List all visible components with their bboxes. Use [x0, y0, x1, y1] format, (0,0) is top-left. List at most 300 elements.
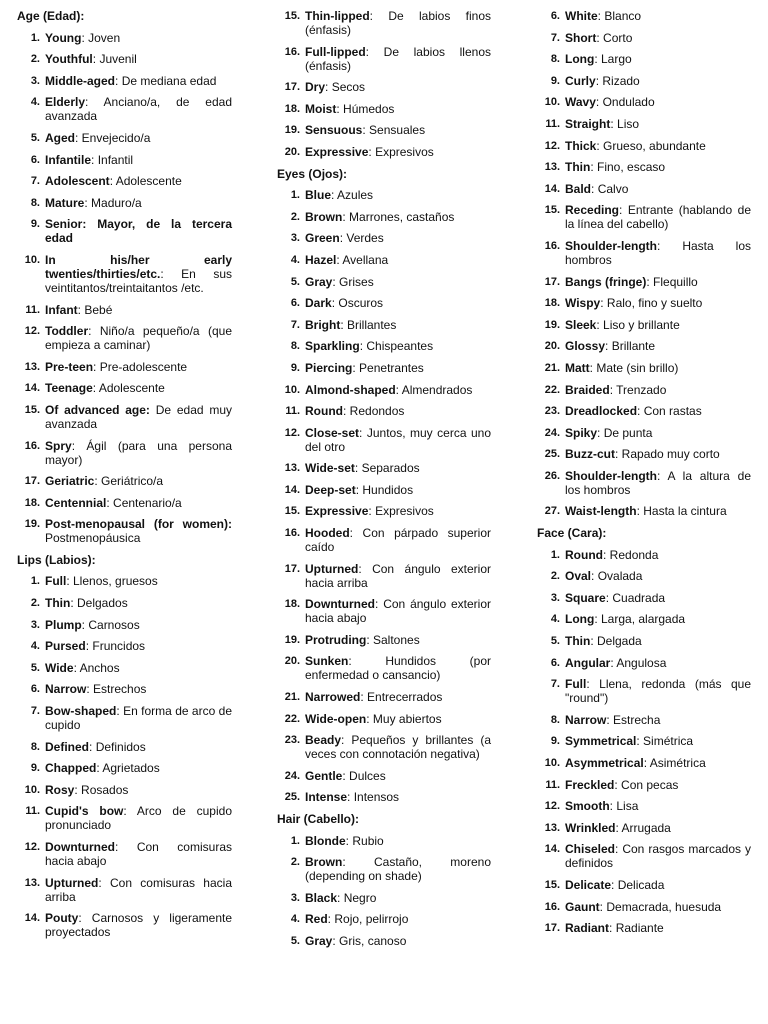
item-text: [565, 182, 751, 196]
spanish-definition: Juntos, muy cerca uno del otro: [305, 425, 491, 454]
item-text: [45, 639, 232, 653]
item-text: [45, 324, 232, 352]
item-number: 23.: [284, 734, 300, 747]
spanish-definition: Larga, alargada: [597, 612, 686, 627]
term-list: [537, 9, 751, 518]
separator: :: [332, 274, 336, 289]
spanish-definition: Asimétrica: [647, 756, 706, 770]
spanish-definition: De labios llenos (énfasis): [305, 44, 491, 73]
spanish-definition: Fino, escaso: [593, 160, 666, 175]
item-number: 2.: [290, 856, 300, 869]
spanish-definition: Grueso, abundante: [599, 138, 706, 153]
spanish-definition: A la altura de los hombros: [565, 468, 751, 497]
item-number: 16.: [24, 439, 40, 452]
spanish-definition: Geriátrico/a: [97, 474, 164, 489]
english-term: Spry: [45, 438, 72, 453]
list-item: [537, 842, 751, 870]
spanish-definition: Sensuales: [365, 123, 426, 138]
list-item: [277, 769, 491, 783]
separator: :: [345, 833, 350, 848]
list-item: [277, 461, 491, 475]
item-number: 15.: [284, 10, 300, 22]
english-term: Pursed: [45, 639, 86, 654]
spanish-definition: Envejecido/a: [78, 130, 151, 145]
separator: :: [590, 160, 594, 175]
spanish-definition: Hasta la cintura: [639, 504, 727, 519]
item-number: 19.: [284, 633, 300, 646]
separator: :: [395, 382, 400, 397]
list-item: [17, 52, 232, 66]
item-text: [45, 682, 232, 696]
item-number: 4.: [30, 640, 40, 653]
separator: :: [657, 468, 661, 483]
list-item: [277, 188, 491, 202]
english-term: Centennial: [45, 495, 107, 510]
item-number: 1.: [290, 189, 300, 202]
list-item: [17, 217, 232, 245]
english-term: Downturned: [45, 840, 115, 854]
english-term: Downturned: [305, 597, 375, 612]
item-text: [45, 131, 232, 145]
list-item: [17, 253, 232, 295]
spanish-definition: Ondulado: [599, 95, 655, 110]
list-item: [17, 761, 232, 775]
english-term: Dreadlocked: [565, 404, 638, 419]
english-term: Matt: [565, 360, 590, 375]
english-term: Sparkling: [305, 339, 360, 354]
item-number: 17.: [544, 275, 560, 288]
separator: :: [636, 504, 640, 519]
spanish-definition: Adolescente: [113, 174, 182, 189]
list-item: [537, 677, 751, 705]
spanish-definition: Juvenil: [96, 52, 137, 67]
spanish-definition: Adolescente: [96, 381, 165, 396]
separator: :: [341, 733, 345, 748]
list-item: [277, 690, 491, 704]
term-list: [277, 9, 491, 159]
english-term: Shoulder-length: [565, 468, 657, 483]
item-number: 14.: [24, 912, 40, 925]
item-text: [565, 612, 751, 626]
item-number: 11.: [285, 405, 300, 418]
list-item: [537, 275, 751, 289]
item-text: [565, 160, 751, 174]
item-number: 10.: [544, 757, 560, 769]
spanish-definition: Calvo: [594, 181, 629, 196]
separator: :: [84, 195, 88, 210]
separator: :: [369, 9, 373, 23]
item-number: 4.: [290, 253, 300, 266]
item-text: [565, 31, 751, 45]
list-item: [17, 153, 232, 167]
spanish-definition: Agrietados: [99, 761, 160, 776]
spanish-definition: Carnosos y ligeramente proyectados: [45, 911, 232, 940]
spanish-definition: Infantil: [94, 152, 134, 167]
item-number: 8.: [550, 53, 560, 66]
list-item: [277, 383, 491, 397]
item-text: [45, 439, 232, 467]
english-term: Hazel: [305, 252, 337, 267]
item-number: 24.: [544, 426, 560, 439]
spanish-definition: Arrugada: [618, 820, 671, 835]
item-text: [565, 504, 751, 518]
spanish-definition: Angulosa: [613, 655, 667, 670]
item-text: [305, 834, 491, 848]
english-term: Almond-shaped: [305, 382, 396, 397]
item-number: 7.: [550, 31, 560, 44]
list-item: [17, 324, 232, 352]
item-text: [305, 383, 491, 397]
spanish-definition: Trenzado: [613, 382, 667, 397]
item-text: [305, 318, 491, 332]
separator: :: [597, 425, 601, 440]
item-text: [565, 842, 751, 870]
english-term: Dry: [305, 80, 326, 95]
item-number: 9.: [30, 762, 40, 775]
item-text: [305, 145, 491, 159]
item-number: 20.: [284, 145, 300, 158]
spanish-definition: Saltones: [369, 632, 420, 647]
item-text: [305, 504, 491, 518]
item-number: 3.: [290, 891, 300, 904]
list-item: [17, 174, 232, 188]
separator: :: [595, 73, 600, 88]
spanish-definition: Cuadrada: [609, 590, 666, 605]
item-text: [565, 756, 751, 770]
list-item: [17, 31, 232, 45]
item-number: 17.: [544, 922, 560, 935]
english-term: Square: [565, 590, 606, 605]
separator: :: [81, 617, 86, 632]
item-text: [305, 633, 491, 647]
list-item: [17, 517, 232, 545]
spanish-definition: Redonda: [606, 547, 659, 562]
separator: :: [611, 877, 615, 892]
list-item: [277, 633, 491, 647]
list-item: [17, 131, 232, 145]
english-term: Teenage: [45, 381, 93, 396]
english-term: Asymmetrical: [565, 756, 644, 770]
spanish-definition: Liso: [613, 116, 640, 131]
spanish-definition: Penetrantes: [355, 360, 424, 375]
list-item: [17, 783, 232, 797]
item-text: [565, 239, 751, 267]
item-number: 8.: [30, 196, 40, 209]
item-number: 4.: [290, 913, 300, 926]
spanish-definition: Con ángulo exterior hacia abajo: [305, 597, 491, 626]
section: [537, 9, 751, 518]
item-text: [305, 690, 491, 704]
separator: :: [637, 404, 641, 419]
item-text: [565, 799, 751, 813]
list-item: [17, 618, 232, 632]
separator: :: [354, 461, 359, 476]
term-list: [277, 188, 491, 804]
spanish-definition: Con comisuras hacia arriba: [45, 875, 232, 904]
list-item: [277, 45, 491, 73]
list-item: [277, 733, 491, 761]
list-item: [537, 139, 751, 153]
spanish-definition: Radiante: [612, 921, 664, 936]
english-term: Cupid's bow: [45, 804, 124, 819]
english-term: Sensuous: [305, 123, 363, 138]
english-term: Curly: [565, 73, 596, 88]
spanish-definition: Castaño, moreno (depending on shade): [305, 855, 491, 884]
item-text: [305, 526, 491, 554]
list-item: [277, 562, 491, 590]
english-term: Thick: [565, 138, 597, 153]
item-number: 14.: [544, 843, 560, 856]
list-item: [17, 876, 232, 904]
spanish-definition: De labios finos (énfasis): [305, 9, 491, 37]
spanish-definition: Anciano/a, de edad avanzada: [45, 95, 232, 124]
item-text: [305, 790, 491, 804]
separator: :: [332, 933, 336, 948]
item-text: [565, 734, 751, 748]
list-item: [17, 840, 232, 868]
item-number: 21.: [544, 361, 560, 374]
spanish-definition: Con pecas: [617, 777, 679, 792]
item-text: [45, 95, 232, 123]
item-number: 15.: [544, 878, 560, 891]
english-term: Narrow: [565, 712, 607, 727]
item-text: [565, 634, 751, 648]
item-text: [45, 196, 232, 210]
section-title: Eyes (Ojos):: [277, 166, 348, 181]
item-text: [565, 117, 751, 131]
separator: :: [368, 144, 372, 159]
item-number: 19.: [284, 124, 300, 137]
item-number: 5.: [290, 275, 300, 288]
spanish-definition: Arco de cupido pronunciado: [45, 804, 232, 833]
item-text: [45, 840, 232, 868]
item-text: [305, 275, 491, 289]
list-item: [537, 95, 751, 109]
item-number: 13.: [24, 876, 40, 889]
spanish-definition: Redondos: [346, 404, 405, 419]
list-item: [537, 799, 751, 813]
separator: :: [594, 612, 598, 627]
spanish-definition: Muy abiertos: [369, 711, 442, 726]
english-term: Upturned: [305, 561, 359, 576]
english-term: Long: [565, 52, 595, 67]
item-text: [305, 855, 491, 883]
separator: :: [116, 704, 120, 719]
english-term: Pouty: [45, 911, 79, 926]
item-number: 8.: [290, 340, 300, 353]
item-number: 2.: [30, 53, 40, 66]
spanish-definition: Pre-adolescente: [96, 359, 188, 374]
spanish-definition: Demacrada, huesuda: [603, 899, 722, 914]
list-item: [277, 145, 491, 159]
separator: :: [115, 73, 119, 88]
item-number: 10.: [24, 253, 40, 266]
list-item: [537, 756, 751, 770]
list-item: [17, 403, 232, 431]
english-term: In his/her early twenties/thirties/etc.: [45, 252, 232, 281]
english-term: Wrinkled: [565, 820, 616, 835]
item-text: [45, 403, 232, 431]
item-number: 25.: [284, 791, 300, 804]
spanish-definition: Maduro/a: [87, 195, 142, 210]
separator: :: [75, 130, 79, 145]
separator: :: [88, 324, 92, 339]
spanish-definition: Fruncidos: [89, 639, 146, 654]
spanish-definition: Grises: [335, 274, 374, 289]
english-term: Bald: [565, 181, 592, 196]
english-term: Thin: [45, 596, 71, 611]
english-term: Thin-lipped: [305, 9, 370, 23]
english-term: Angular: [565, 655, 611, 670]
item-number: 15.: [544, 204, 560, 217]
english-term: Delicate: [565, 877, 612, 892]
english-term: Dark: [305, 296, 332, 311]
separator: :: [646, 274, 650, 289]
spanish-definition: Dulces: [345, 768, 386, 783]
item-number: 20.: [544, 340, 560, 353]
spanish-definition: Marrones, castaños: [345, 209, 455, 224]
item-number: 3.: [30, 74, 40, 87]
item-text: [565, 139, 751, 153]
list-item: [17, 74, 232, 88]
spanish-definition: Ágil (para una persona mayor): [45, 438, 232, 467]
section: [277, 812, 491, 948]
item-text: [565, 821, 751, 835]
item-text: [305, 912, 491, 926]
item-text: [565, 426, 751, 440]
english-term: Shoulder-length: [565, 238, 657, 253]
list-item: [17, 661, 232, 675]
list-item: [537, 778, 751, 792]
english-term: Rosy: [45, 782, 75, 797]
separator: :: [355, 482, 360, 497]
list-item: [537, 634, 751, 648]
section-title: Age (Edad):: [17, 9, 85, 23]
spanish-definition: Delicada: [614, 877, 665, 892]
item-number: 9.: [550, 735, 560, 748]
list-item: [277, 855, 491, 883]
spanish-definition: Flequillo: [649, 274, 698, 289]
separator: :: [359, 339, 364, 354]
separator: :: [331, 296, 336, 311]
list-item: [277, 483, 491, 497]
list-item: [537, 117, 751, 131]
separator: :: [71, 438, 76, 453]
section-title: Face (Cara):: [537, 526, 607, 541]
english-term: Defined: [45, 739, 90, 754]
english-term: Bright: [305, 317, 341, 332]
english-term: Gaunt: [565, 899, 600, 914]
english-term: Chapped: [45, 761, 97, 776]
english-term: Adolescent: [45, 174, 110, 189]
spanish-definition: De edad muy avanzada: [45, 402, 232, 431]
item-text: [565, 9, 751, 23]
english-term: Youthful: [45, 52, 93, 67]
item-text: [45, 153, 232, 167]
english-term: Bangs (fringe): [565, 274, 647, 289]
item-number: 26.: [544, 469, 560, 482]
item-text: [45, 761, 232, 775]
spanish-definition: Blanco: [601, 9, 642, 23]
spanish-definition: Carnosos: [85, 617, 140, 632]
item-number: 12.: [544, 800, 560, 813]
spanish-definition: Entrecerrados: [363, 690, 443, 705]
separator: :: [609, 799, 614, 814]
item-text: [305, 654, 491, 682]
list-item: [277, 712, 491, 726]
list-item: [537, 361, 751, 375]
list-item: [277, 891, 491, 905]
item-number: 16.: [544, 900, 560, 913]
english-term: Glossy: [565, 339, 606, 354]
english-term: Intense: [305, 790, 348, 805]
item-number: 1.: [30, 31, 40, 44]
list-item: [277, 210, 491, 224]
separator: :: [98, 875, 102, 890]
english-term: Bow-shaped: [45, 704, 117, 719]
list-item: [537, 203, 751, 231]
list-item: [277, 934, 491, 948]
english-term: Wide-set: [305, 461, 355, 476]
spanish-definition: Centenario/a: [109, 495, 182, 510]
list-item: [537, 383, 751, 397]
item-text: [305, 712, 491, 726]
list-item: [537, 656, 751, 670]
separator: :: [359, 425, 363, 440]
item-number: 3.: [290, 232, 300, 245]
item-number: 17.: [284, 562, 300, 575]
list-item: [537, 9, 751, 23]
item-text: [305, 80, 491, 94]
spanish-definition: Delgados: [73, 596, 128, 611]
item-number: 25.: [544, 448, 560, 461]
spanish-definition: Chispeantes: [363, 339, 434, 354]
english-term: Wide: [45, 660, 74, 675]
english-term: Aged: [45, 130, 75, 145]
spanish-definition: Gris, canoso: [335, 933, 407, 948]
english-term: Radiant: [565, 921, 610, 936]
separator: :: [331, 188, 335, 203]
english-term: White: [565, 9, 598, 23]
list-item: [537, 239, 751, 267]
english-term: Of advanced age:: [45, 402, 150, 417]
item-text: [305, 253, 491, 267]
separator: :: [85, 95, 89, 110]
separator: :: [92, 52, 97, 67]
list-item: [537, 504, 751, 518]
english-term: Piercing: [305, 360, 353, 375]
item-number: 19.: [24, 518, 40, 531]
spanish-definition: Anchos: [76, 660, 120, 675]
item-text: [305, 231, 491, 245]
list-item: [17, 911, 232, 939]
column-3: [537, 9, 751, 943]
english-term: Receding: [565, 203, 620, 218]
separator: :: [605, 590, 610, 605]
separator: :: [96, 761, 100, 776]
english-term: Gray: [305, 274, 333, 289]
english-term: Young: [45, 30, 82, 45]
item-number: 3.: [30, 618, 40, 631]
english-term: Waist-length: [565, 504, 637, 519]
item-number: 3.: [550, 591, 560, 604]
item-text: [45, 618, 232, 632]
english-term: Toddler: [45, 324, 89, 339]
list-item: [537, 569, 751, 583]
list-item: [277, 9, 491, 37]
item-text: [565, 318, 751, 332]
item-text: [565, 656, 751, 670]
